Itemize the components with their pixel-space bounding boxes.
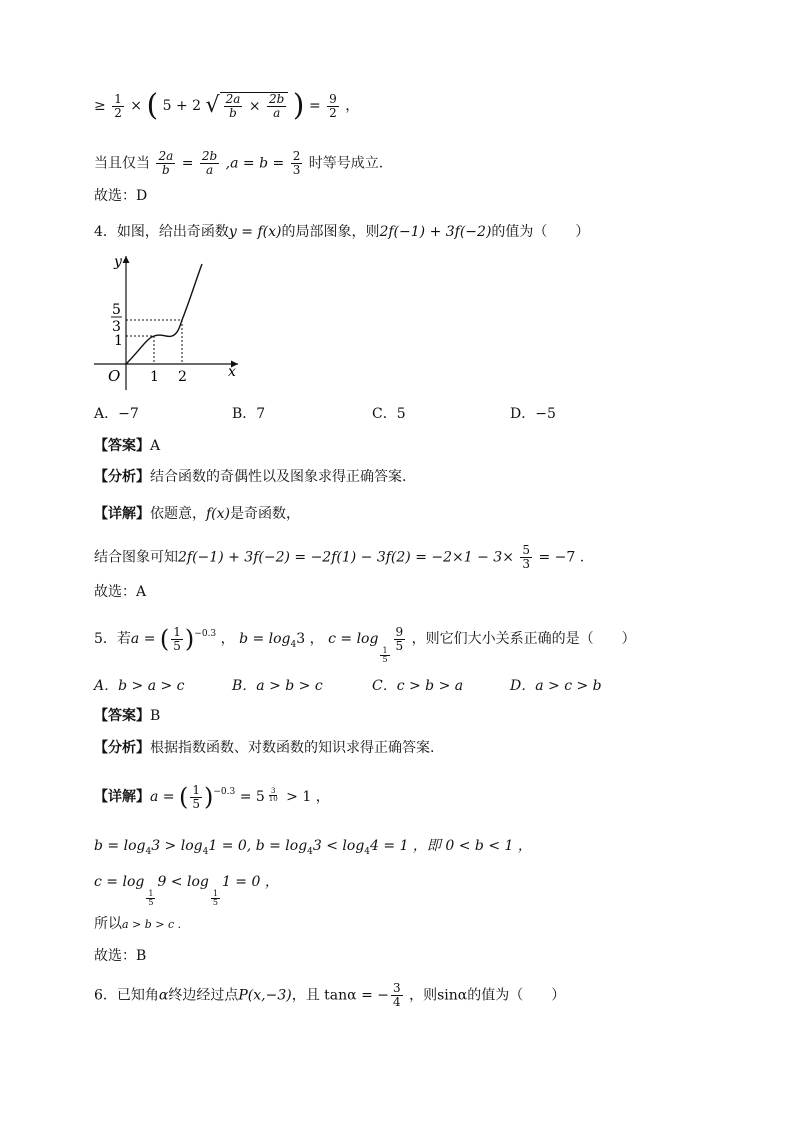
question-5-detail-2: $b = \log_43 > \log_41 = 0$, $b = \log_43 < \log_44 = 1$ ，即 0 < b < 1 ， (94, 838, 532, 857)
tick-y-frac-den: 3 (112, 319, 121, 335)
y-axis-label: y (114, 254, 122, 270)
tick-y1: 1 (114, 333, 123, 349)
fraction-half: $\frac{1}{2}$ (114, 91, 122, 120)
option-d[interactable]: D．a > c > b (510, 678, 602, 694)
question-4-options (94, 404, 694, 424)
question-5-analysis: 【分析】根据指数函数、对数函数的知识求得正确答案. (94, 740, 435, 756)
question-4-answer: 【答案】A (94, 438, 161, 454)
question-4-detail: 【详解】依题意，f(x)是奇函数， (94, 506, 301, 522)
choice-line: 故选：D (94, 188, 148, 204)
tick-x1: 1 (150, 369, 159, 385)
question-5-conclusion: 所以a > b > c . (94, 916, 182, 932)
question-5-detail-3: c = log $\frac{1}{5}$ 9 < log $\frac{1}{5}$ 1 = 0 ， (94, 874, 279, 907)
tick-y-frac-num: 5 (112, 302, 121, 318)
option-d[interactable]: D．−5 (510, 406, 556, 422)
question-4-stem: 4．如图，给出奇函数y = f(x)的局部图象，则2f(−1) + 3f(−2)的值为（ ） (94, 224, 590, 240)
equality-condition-line: 当且仅当 $\frac{2a}{b}$ = $\frac{2b}{a}$ ,a = b = $\frac{2}{3}$ 时等号成立. (94, 149, 384, 177)
question-6-stem: 6．已知角α终边经过点P(x,−3)，且 tanα = − $\frac{3}{4}$ ，则sinα的值为（ ） (94, 981, 566, 1009)
question-4-combine: 结合图象可知2f(−1) + 3f(−2) = −2f(1) − 3f(2) = −2×1 − 3× $\frac{5}{3}$ = −7 . (94, 543, 585, 571)
question-4-analysis: 【分析】结合函数的奇偶性以及图象求得正确答案. (94, 469, 407, 485)
curve (126, 264, 202, 364)
option-c[interactable]: C．c > b > a (372, 678, 464, 694)
option-b[interactable]: B．a > b > c (232, 678, 323, 694)
question-5-answer: 【答案】B (94, 708, 161, 724)
tick-x2: 2 (178, 369, 187, 385)
solution-continuation-line: ≥ $\frac{1}{2}$ × ( 5 + 2 √ $\frac{2a}{b}$ × $\frac{2b}{a}$ ) = $\frac{9}{2}$ ， (94, 88, 360, 123)
function-graph (92, 250, 252, 390)
option-a[interactable]: A．−7 (94, 406, 139, 422)
option-c[interactable]: C．5 (372, 406, 406, 422)
option-a[interactable]: A．b > a > c (94, 678, 185, 694)
origin-label: O (108, 367, 121, 385)
question-5-stem: 5．若a = ( $\frac{1}{5}$ )$^{-0.3}$ ， $b = \log_43$ ， c = log $\frac{1}{5}$ $\frac{9}{5}$ ，则它们大小关系正确的是（ ） (94, 624, 636, 664)
question-5-choice: 故选：B (94, 948, 147, 964)
x-axis-label: x (228, 364, 236, 380)
question-5-options (94, 676, 694, 696)
question-5-detail-1: 【详解】a = ( $\frac{1}{5}$ )$^{-0.3}$ = 5 $\frac{3}{10}$ > 1 ， (94, 782, 330, 811)
option-b[interactable]: B．7 (232, 406, 266, 422)
question-4-choice: 故选：A (94, 584, 147, 600)
